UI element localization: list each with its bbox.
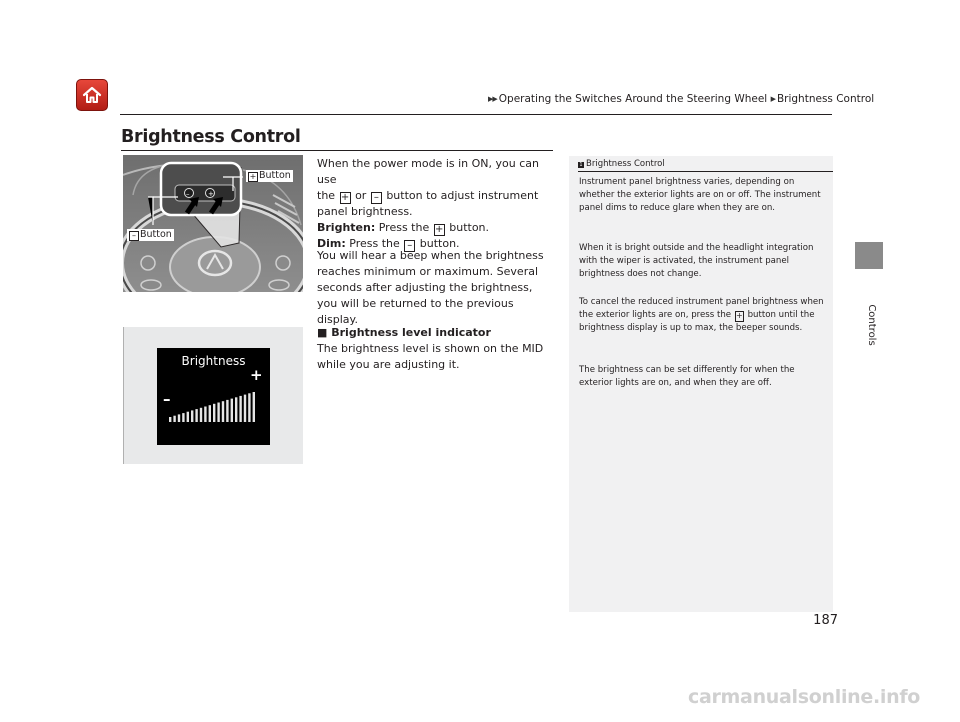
- beep-paragraph: You will hear a beep when the brightness reaches minimum or maximum. Several seconds after adjusting the brightness, you will be returned to the previous display.: [317, 249, 544, 326]
- watermark[interactable]: carmanualsonline.info: [688, 686, 921, 708]
- brightness-level-bar: [248, 393, 250, 422]
- note-paragraph-1: Instrument panel brightness varies, depending on whether the exterior lights are on or off. The instrument panel dims to reduce glare when they are on.: [579, 177, 821, 213]
- brightness-level-bar: [169, 417, 171, 422]
- indicator-heading: [317, 326, 491, 339]
- svg-text:–: –: [186, 190, 190, 198]
- brightness-level-bar: [226, 400, 228, 422]
- minus-button-callout: [127, 229, 174, 241]
- breadcrumb-item-switches[interactable]: Operating the Switches Around the Steering Wheel: [498, 93, 768, 105]
- brightness-level-bar: [173, 416, 175, 422]
- brightness-level-bar: [231, 399, 233, 422]
- side-tab-marker[interactable]: [855, 242, 883, 269]
- breadcrumb-arrow-icon: ▶▶: [488, 95, 497, 103]
- home-button[interactable]: [76, 79, 108, 111]
- brightness-level-bar: [222, 401, 224, 422]
- note-title: [578, 159, 665, 169]
- minus-key-icon: –: [404, 240, 415, 252]
- dim-instruction: Dim: Press the – button.: [317, 237, 460, 251]
- plus-key-icon: +: [435, 224, 444, 235]
- plus-button-callout-label: Button: [259, 170, 291, 181]
- minus-key-icon: –: [371, 192, 382, 204]
- note-marker-icon: 1: [579, 162, 583, 168]
- header-divider: [120, 114, 832, 115]
- brightness-level-bar: [217, 403, 219, 423]
- home-icon: [82, 85, 102, 105]
- plus-key-icon: +: [340, 192, 350, 203]
- intro-line-3: panel brightness.: [317, 205, 413, 218]
- note-paragraph-4: The brightness can be set differently for when the exterior lights are on, and when they are off.: [579, 365, 795, 388]
- brightness-level-bar: [187, 412, 189, 422]
- plus-key-icon: +: [735, 311, 743, 320]
- brightness-level-bar: [253, 392, 255, 422]
- brightness-level-bar: [239, 396, 241, 422]
- brightness-level-bar: [209, 405, 211, 422]
- note-paragraph-3: To cancel the reduced instrument panel brightness when the exterior lights are on, press the + button until the brightness display is up to max, the beeper sounds.: [579, 297, 824, 333]
- side-tab-label[interactable]: Controls: [866, 304, 877, 346]
- brightness-level-bar: [200, 408, 202, 422]
- note-title-text: Brightness Control: [586, 159, 665, 169]
- brightness-level-bar: [244, 395, 246, 422]
- breadcrumb: [488, 93, 875, 105]
- brightness-level-bar: [195, 409, 197, 422]
- square-bullet-icon: ■: [317, 326, 328, 339]
- title-divider: [121, 150, 553, 151]
- brightness-level-bar: [182, 413, 184, 422]
- minus-key-icon: –: [129, 231, 139, 241]
- mid-screen-title: Brightness: [181, 354, 246, 368]
- brighten-instruction: Brighten: Press the + button.: [317, 221, 490, 235]
- indicator-paragraph: The brightness level is shown on the MID while you are adjusting it.: [317, 342, 544, 371]
- note-divider: [578, 171, 833, 172]
- brightness-level-bar: [204, 407, 206, 423]
- plus-key-icon: +: [249, 172, 257, 181]
- minus-button-callout-label: Button: [140, 229, 172, 240]
- breadcrumb-arrow-icon: ▶: [770, 95, 775, 103]
- brightness-level-bar: [191, 410, 193, 422]
- brightness-level-bar: [213, 404, 215, 422]
- intro-paragraph: [317, 156, 553, 252]
- page-title: Brightness Control: [121, 127, 301, 147]
- brightness-level-bar: [235, 397, 237, 422]
- breadcrumb-item-brightness[interactable]: Brightness Control: [776, 93, 875, 105]
- mid-minus-symbol: –: [163, 390, 171, 408]
- indicator-heading-text: Brightness level indicator: [331, 326, 491, 339]
- intro-line-1: When the power mode is in ON, you can use: [317, 157, 539, 186]
- brightness-level-bar: [178, 414, 180, 422]
- intro-line-2: the + or – button to adjust instrument: [317, 189, 539, 203]
- plus-button-callout: [246, 170, 293, 182]
- page-number: 187: [813, 613, 838, 628]
- note-paragraph-2: When it is bright outside and the headlight integration with the wiper is activated, the instrument panel brightness does not change.: [579, 243, 814, 279]
- svg-text:+: +: [208, 190, 214, 198]
- mid-plus-symbol: +: [250, 366, 263, 384]
